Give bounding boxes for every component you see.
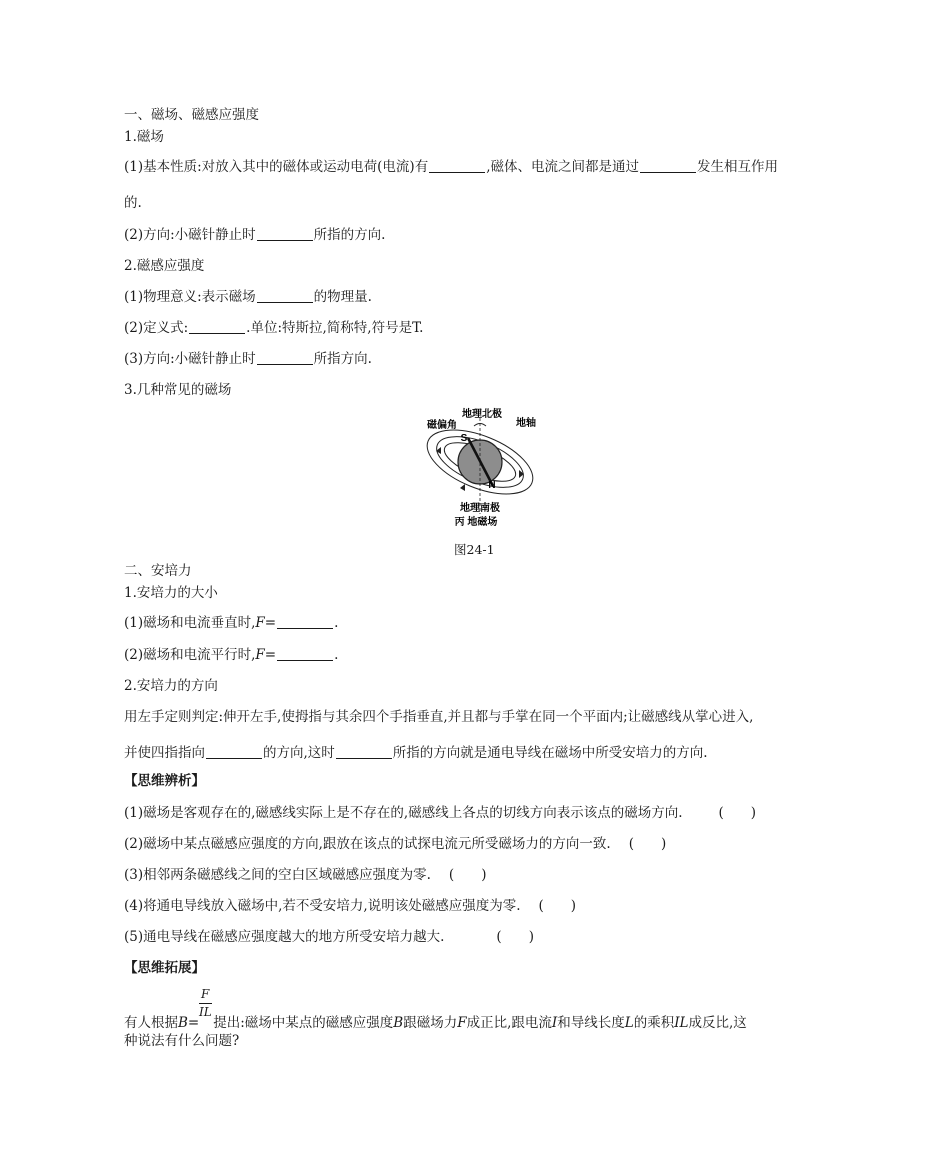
text: (2)磁场中某点磁感应强度的方向,跟放在该点的试探电流元所受磁场力的方向一致. xyxy=(124,836,611,852)
text: (2)方向:小磁针静止时 xyxy=(124,227,256,243)
line-parallel xyxy=(124,646,338,664)
text: 发生相互作用 xyxy=(697,159,779,175)
text: (3)方向:小磁针静止时 xyxy=(124,351,256,367)
answer-paren: ( ) xyxy=(538,898,577,914)
judgement-item-2 xyxy=(124,835,666,853)
blank-line xyxy=(189,320,245,334)
blank-line xyxy=(429,159,485,173)
heading-thinking-analysis: 【思维辨析】 xyxy=(124,773,205,789)
text: 所指的方向就是通电导线在磁场中所受安培力的方向. xyxy=(392,745,708,761)
line-basic-property xyxy=(124,158,778,176)
blank-line xyxy=(336,745,392,759)
line-direction xyxy=(124,226,385,244)
answer-paren: ( ) xyxy=(448,867,487,883)
symbol-F: F xyxy=(255,647,265,663)
symbol-I: I xyxy=(551,1015,558,1031)
figure-caption: 图24-1 xyxy=(454,542,495,557)
section-title-magnetic-field: 一、磁场、磁感应强度 xyxy=(124,107,259,123)
text: 并使四指指向 xyxy=(124,745,205,761)
earth-magnetic-field-diagram xyxy=(420,404,540,530)
line-induction-direction xyxy=(124,350,372,368)
text: (4)将通电导线放入磁场中,若不受安培力,说明该处磁感应强度为零. xyxy=(124,898,521,914)
subsection-common-fields: 3.几种常见的磁场 xyxy=(124,382,232,398)
label-s-pole: S xyxy=(460,433,468,444)
blank-line xyxy=(277,647,333,661)
text: . xyxy=(334,647,339,663)
text: 成正比,跟电流 xyxy=(466,1015,552,1031)
text: = xyxy=(264,647,277,663)
line-perpendicular xyxy=(124,614,338,632)
line-definition xyxy=(124,319,423,337)
text: 所指方向. xyxy=(313,351,372,367)
text: (5)通电导线在磁感应强度越大的地方所受安培力越大. xyxy=(124,929,445,945)
extension-question-line-1 xyxy=(124,1014,747,1032)
earth-magnetic-field-figure xyxy=(420,404,540,530)
text: = xyxy=(187,1015,200,1031)
judgement-item-5 xyxy=(124,928,534,946)
fraction-numerator: F xyxy=(201,987,210,1001)
label-geographic-north: 地理北极 xyxy=(462,409,502,420)
text: 的物理量. xyxy=(313,289,372,305)
label-figure-sub: 丙 地磁场 xyxy=(454,517,498,528)
blank-line xyxy=(257,289,313,303)
line-basic-property-cont: 的. xyxy=(124,195,142,211)
blank-line xyxy=(257,351,313,365)
subsection-force-direction: 2.安培力的方向 xyxy=(124,678,218,694)
symbol-IL: IL xyxy=(674,1015,689,1031)
blank-line xyxy=(206,745,262,759)
symbol-F: F xyxy=(255,615,265,631)
text: 跟磁场力 xyxy=(403,1015,458,1031)
answer-paren: ( ) xyxy=(718,805,757,821)
answer-paren: ( ) xyxy=(628,836,667,852)
fraction-denominator: IL xyxy=(199,1005,212,1019)
section-title-ampere-force: 二、安培力 xyxy=(124,563,192,579)
symbol-L: L xyxy=(624,1015,634,1031)
text: 提出:磁场中某点的磁感应强度 xyxy=(213,1015,394,1031)
text: .单位:特斯拉,简称特,符号是T. xyxy=(246,320,424,336)
text: 成反比,这 xyxy=(688,1015,747,1031)
blank-line xyxy=(257,227,313,241)
field-arrow xyxy=(460,484,465,491)
extension-question-line-2: 种说法有什么问题? xyxy=(124,1033,240,1049)
judgement-item-4 xyxy=(124,897,576,915)
label-earth-axis: 地轴 xyxy=(516,418,536,429)
symbol-B: B xyxy=(393,1015,404,1031)
label-n-pole: N xyxy=(488,480,496,491)
subsection-magnetic-field: 1.磁场 xyxy=(124,129,164,145)
text: (3)相邻两条磁感线之间的空白区域磁感应强度为零. xyxy=(124,867,431,883)
symbol-F: F xyxy=(457,1015,467,1031)
text: 有人根据 xyxy=(124,1015,178,1031)
line-left-hand-rule: 用左手定则判定:伸开左手,使拇指与其余四个手指垂直,并且都与手掌在同一个平面内;让磁感线从掌心进入, xyxy=(124,709,754,725)
symbol-B: B xyxy=(178,1015,188,1031)
text: = xyxy=(264,615,277,631)
heading-thinking-extension: 【思维拓展】 xyxy=(124,960,205,976)
text: (1)物理意义:表示磁场 xyxy=(124,289,256,305)
blank-line xyxy=(277,615,333,629)
label-magnetic-declination: 磁偏角 xyxy=(427,420,457,431)
text: 的乘积 xyxy=(633,1015,675,1031)
judgement-item-1 xyxy=(124,804,756,822)
text: (2)磁场和电流平行时, xyxy=(124,647,256,663)
text: (1)基本性质:对放入其中的磁体或运动电荷(电流)有 xyxy=(124,159,429,175)
text: (1)磁场是客观存在的,磁感线实际上是不存在的,磁感线上各点的切线方向表示该点的磁场方向. xyxy=(124,805,683,821)
line-left-hand-rule-cont xyxy=(124,744,708,762)
label-geographic-south: 地理南极 xyxy=(460,503,500,514)
line-physical-meaning xyxy=(124,288,372,306)
text: (2)定义式: xyxy=(124,320,189,336)
subsection-induction: 2.磁感应强度 xyxy=(124,258,205,274)
blank-line xyxy=(640,159,696,173)
text: . xyxy=(334,615,339,631)
subsection-force-magnitude: 1.安培力的大小 xyxy=(124,585,218,601)
text: 和导线长度 xyxy=(557,1015,625,1031)
text: (1)磁场和电流垂直时, xyxy=(124,615,256,631)
text: 的方向,这时 xyxy=(263,745,335,761)
judgement-item-3 xyxy=(124,866,486,884)
text: 所指的方向. xyxy=(313,227,386,243)
answer-paren: ( ) xyxy=(496,929,534,945)
text: ,磁体、电流之间都是通过 xyxy=(486,159,640,175)
